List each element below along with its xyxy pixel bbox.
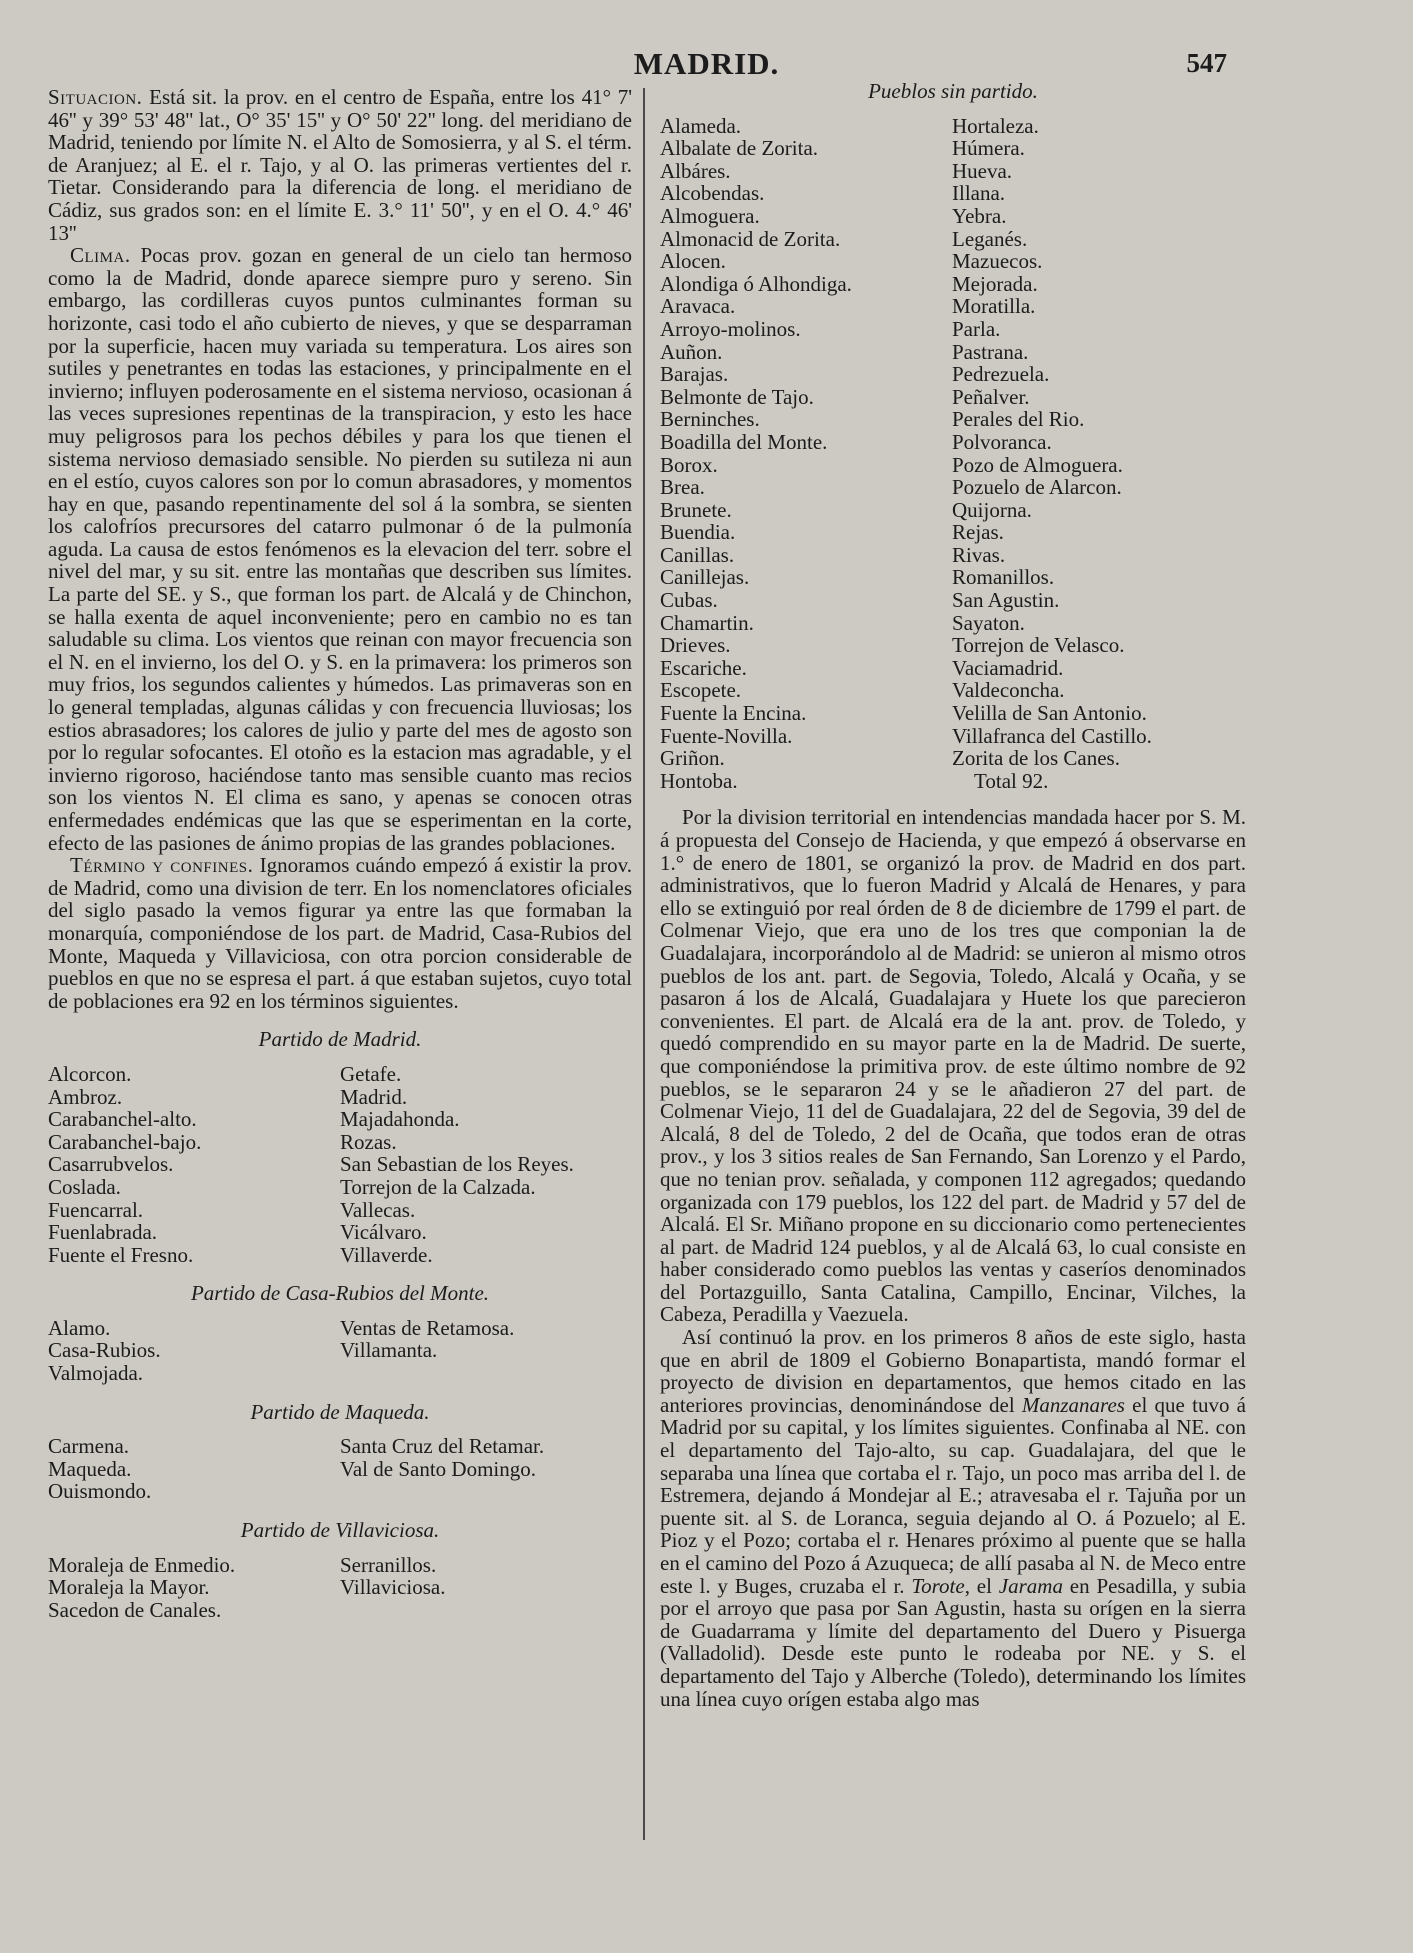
- pueblo-item: Moraleja de Enmedio.: [48, 1552, 236, 1577]
- situacion-label: Situacion.: [48, 85, 143, 109]
- torote-term: Torote: [911, 1573, 965, 1598]
- pueblo-item: Carabanchel-bajo.: [48, 1129, 202, 1154]
- pueblo-item: Alocen.: [660, 249, 726, 274]
- pueblo-item: Fuente-Novilla.: [660, 723, 793, 748]
- situacion-paragraph: [48, 86, 632, 244]
- pueblos-total: Total 92.: [974, 768, 1049, 793]
- pueblo-item: Buendia.: [660, 520, 736, 545]
- partido-column: [48, 1554, 340, 1622]
- partido-column: [48, 1317, 340, 1385]
- bonapartista-text-2: el que tuvo á Madrid por su capital, y los límites siguientes. Confinaba al NE. con el departamento del Tajo-alto, su cap. Guadalajara, del que le separaba una línea que cortaba el r. Tajo, un poco mas arriba del l. de Estremera, dejando á Mondejar al E.; atravesaba el r. Tajuña por un puente sit. al S. de Loranca, seguia dejando al O. á Pozuelo; al E. Pioz y el Pozo; cortaba el r. Henares próximo al puente que se halla en el camino del Pozo á Azuqueca; de allí pasaba al N. de Meco entre este l. y Buges, cruzaba el r.: [660, 1392, 1246, 1598]
- pueblo-item: Ventas de Retamosa.: [340, 1315, 515, 1340]
- pueblo-item: Alameda.: [660, 113, 742, 138]
- pueblo-item: Torrejon de la Calzada.: [340, 1174, 536, 1199]
- partido-list: [48, 1063, 632, 1266]
- pueblo-item: Arroyo-molinos.: [660, 316, 801, 341]
- pueblo-item: Leganés.: [952, 226, 1028, 251]
- pueblo-item: Pozuelo de Alarcon.: [952, 475, 1122, 500]
- partido-list: [48, 1554, 632, 1622]
- pueblo-item: Barajas.: [660, 362, 729, 387]
- pueblo-item: Coslada.: [48, 1174, 121, 1199]
- situacion-text: Está sit. la prov. en el centro de España, entre los 41° 7' 46'' y 39° 53' 48'' lat., O° 35' 15'' y O° 50' 22'' long. del meridiano de Madrid, teniendo por límite N. el Alto de Somosierra, y al S. el térm. de Aranjuez; al E. el r. Tajo, y al O. las primeras vertientes del r. Tietar. Considerando para la diferencia de long. el meridiano de Cádiz, sus grados son: en el límite E. 3.° 11' 50'', y en el O. 4.° 46' 13'': [48, 85, 632, 245]
- left-column: [48, 86, 632, 1621]
- pueblo-item: Fuenlabrada.: [48, 1220, 158, 1245]
- pueblo-item: Almonacid de Zorita.: [660, 226, 841, 251]
- partido-list: [48, 1435, 632, 1503]
- pueblo-item: Vaciamadrid.: [952, 655, 1064, 680]
- clima-paragraph: [48, 244, 632, 854]
- pueblo-item: Yebra.: [952, 203, 1007, 228]
- termino-paragraph: [48, 854, 632, 1012]
- pueblo-item: Santa Cruz del Retamar.: [340, 1434, 545, 1459]
- bonapartista-text-4: en Pesadilla, y subia por el arroyo que pasa por San Agustin, hasta su orígen en la sierra de Guadarrama y límite del departamento del Duero y Pisuerga (Valladolid). Desde este punto le rodeaba por NE. y S. el departamento del Tajo y Alberche (Toledo), determinando los límites una línea cuyo orígen estaba algo mas: [660, 1573, 1247, 1711]
- pueblo-item: Vicálvaro.: [340, 1220, 427, 1245]
- pueblo-item: Valdeconcha.: [952, 678, 1065, 703]
- pueblos-list-b: [952, 115, 1242, 793]
- pueblo-item: Hortaleza.: [952, 113, 1039, 138]
- pueblo-item: Húmera.: [952, 136, 1025, 161]
- pueblo-item: Chamartin.: [660, 610, 754, 635]
- right-column: [660, 79, 1247, 1711]
- pueblo-item: Moratilla.: [952, 294, 1036, 319]
- partido-heading: Partido de Maqueda.: [250, 1399, 430, 1424]
- termino-label: Término y confines.: [70, 853, 254, 878]
- pueblo-item: Alcobendas.: [660, 181, 765, 206]
- partido-column: [340, 1317, 632, 1385]
- pueblos-list-a: [660, 115, 952, 793]
- pueblo-item: San Agustin.: [952, 588, 1060, 613]
- partido-column: [340, 1435, 632, 1503]
- pueblo-item: Perales del Rio.: [952, 407, 1085, 432]
- pueblo-item: Illana.: [952, 181, 1006, 206]
- pueblo-item: Torrejon de Velasco.: [952, 633, 1125, 658]
- pueblo-item: Drieves.: [660, 633, 731, 658]
- bonapartista-text-3: , el: [964, 1573, 999, 1598]
- pueblo-item: Fuente la Encina.: [660, 701, 807, 726]
- pueblo-item: Alamo.: [48, 1315, 111, 1340]
- pueblo-item: Pedrezuela.: [952, 362, 1050, 387]
- pueblo-item: Pastrana.: [952, 339, 1029, 364]
- pueblo-item: Maqueda.: [48, 1456, 132, 1481]
- pueblo-item: Villaverde.: [340, 1242, 433, 1267]
- termino-text: Ignoramos cuándo empezó á existir la prov. de Madrid, como una division de terr. En los nomenclatores oficiales del siglo pasado la vemos figurar ya entre las que formaban la monarquía, componiéndose de los part. de Madrid, Casa-Rubios del Monte, Maqueda y Villaviciosa, con otra porcion considerable de pueblos en que no se espresa el part. á que estaban sujetos, cuyo total de poblaciones era 92 en los términos siguientes.: [48, 853, 632, 1013]
- pueblo-item: Almoguera.: [660, 203, 760, 228]
- column-divider: [643, 88, 645, 1840]
- partido-heading: Partido de Villaviciosa.: [240, 1518, 440, 1543]
- partido-column: [48, 1063, 340, 1266]
- partidos-section: [48, 1028, 632, 1621]
- pueblo-item: Escopete.: [660, 678, 742, 703]
- pueblo-item: Albalate de Zorita.: [660, 136, 819, 161]
- pueblo-item: Rozas.: [340, 1129, 397, 1154]
- clima-label: Clima.: [70, 243, 131, 268]
- pueblo-item: Parla.: [952, 316, 1001, 341]
- pueblo-item: Fuente el Fresno.: [48, 1242, 194, 1267]
- pueblo-item: Hontoba.: [660, 768, 738, 793]
- pueblo-item: Brea.: [660, 475, 705, 500]
- pueblo-item: Cubas.: [660, 588, 718, 613]
- pueblo-item: Escariche.: [660, 655, 747, 680]
- pueblo-item: Villaviciosa.: [340, 1575, 446, 1600]
- pueblo-item: Rejas.: [952, 520, 1004, 545]
- pueblo-item: Berninches.: [660, 407, 760, 432]
- pueblo-item: Canillas.: [660, 542, 735, 567]
- pueblo-item: Aravaca.: [660, 294, 736, 319]
- page-title: MADRID.: [633, 46, 780, 81]
- pueblo-item: Borox.: [660, 452, 718, 477]
- pueblo-item: Carabanchel-alto.: [48, 1107, 197, 1132]
- pueblo-item: Albáres.: [660, 158, 731, 183]
- pueblo-item: Zorita de los Canes.: [952, 746, 1120, 771]
- pueblo-item: San Sebastian de los Reyes.: [340, 1152, 574, 1177]
- pueblo-item: Villafranca del Castillo.: [952, 723, 1152, 748]
- bonapartista-text-1: Así continuó la prov. en los primeros 8 años de este siglo, hasta que en abril de 1809 el Gobierno Bonapartista, mandó formar el proyecto de division en departamentos, que hemos citado en las anteriores provincias, denominándose del: [660, 1325, 1246, 1417]
- pueblo-item: Villamanta.: [340, 1338, 438, 1363]
- pueblo-item: Romanillos.: [952, 565, 1055, 590]
- partido-column: [340, 1063, 632, 1266]
- manzanares-term: Manzanares: [1021, 1392, 1125, 1417]
- jarama-term: Jarama: [998, 1573, 1063, 1598]
- partido-heading: Partido de Casa-Rubios del Monte.: [190, 1281, 490, 1306]
- pueblo-item: Canillejas.: [660, 565, 750, 590]
- pueblo-item: Hueva.: [952, 158, 1013, 183]
- pueblo-item: Polvoranca.: [952, 429, 1052, 454]
- pueblo-item: Madrid.: [340, 1084, 408, 1109]
- partido-heading: Partido de Madrid.: [258, 1027, 422, 1052]
- pueblo-item: Peñalver.: [952, 384, 1030, 409]
- pueblo-item: Casarrubvelos.: [48, 1152, 174, 1177]
- pueblo-item: Carmena.: [48, 1434, 130, 1459]
- pueblo-item: Quijorna.: [952, 497, 1032, 522]
- pueblos-list: [660, 115, 1246, 793]
- pueblos-heading: Pueblos sin partido.: [868, 79, 1038, 103]
- pueblo-item: Mazuecos.: [952, 249, 1043, 274]
- pueblo-item: Vallecas.: [340, 1197, 416, 1222]
- pueblo-item: Boadilla del Monte.: [660, 429, 828, 454]
- pueblo-item: Sacedon de Canales.: [48, 1597, 222, 1622]
- page-number: 547: [1186, 48, 1227, 78]
- pueblo-item: Moraleja la Mayor.: [48, 1575, 210, 1600]
- pueblo-item: Pozo de Almoguera.: [952, 452, 1123, 477]
- pueblo-item: Alondiga ó Alhondiga.: [660, 271, 852, 296]
- pueblo-item: Val de Santo Domingo.: [340, 1456, 536, 1481]
- pueblo-item: Ambroz.: [48, 1084, 123, 1109]
- pueblo-item: Belmonte de Tajo.: [660, 384, 814, 409]
- pueblo-item: Griñon.: [660, 746, 725, 771]
- partido-column: [48, 1435, 340, 1503]
- pueblo-item: Getafe.: [340, 1061, 402, 1086]
- pueblo-item: Velilla de San Antonio.: [952, 701, 1147, 726]
- pueblo-item: Brunete.: [660, 497, 732, 522]
- pueblo-item: Rivas.: [952, 542, 1006, 567]
- pueblo-item: Valmojada.: [48, 1361, 144, 1386]
- pueblo-item: Alcorcon.: [48, 1061, 132, 1086]
- pueblo-item: Serranillos.: [340, 1552, 437, 1577]
- pueblo-item: Majadahonda.: [340, 1107, 460, 1132]
- division-paragraph: Por la division territorial en intendencias mandada hacer por S. M. á propuesta del Consejo de Hacienda, y que empezó á observarse en 1.° de enero de 1801, se organizó la prov. de Madrid en dos part. administrativos, que lo fueron Madrid y Alcalá de Henares, y para ello se extinguió por real órden de 8 de diciembre de 1799 el part. de Colmenar Viejo, que era uno de los tres que componian la de Guadalajara, incorporándolo al de Madrid: se unieron al mismo otros pueblos de los ant. part. de Segovia, Toledo, Alcalá y Ocaña, y se pasaron á los de Alcalá, Guadalajara y Huete los que parecieron convenientes. El part. de Alcalá era de la ant. prov. de Toledo, y quedó comprendido en su mayor parte en la de Madrid. De suerte, que componiéndose la primitiva prov. de este último nombre de 92 pueblos, se le separaron 24 y se le añadieron 27 del part. de Colmenar Viejo, 11 del de Guadalajara, 22 del de Segovia, 39 del de Alcalá, 8 del de Toledo, 2 del de Ocaña, que todos eran de otras prov., y los 3 sitios reales de San Fernando, San Lorenzo y el Pardo, que no tenian prov. señalada, y componen 112 agregados; quedando organizada con 179 pueblos, los 122 del part. de Madrid y 57 del de Alcalá. El Sr. Miñano propone en su diccionario como pertenecientes al part. de Madrid 124 pueblos, y al de Alcalá 63, lo cual consiste en haber considerado como pueblos las ventas y caseríos denominados del Portazguillo, Santa Catalina, Campillo, Encinar, Vilches, la Cabeza, Peradilla y Vaezuela.: [660, 805, 1246, 1327]
- pueblo-item: Auñon.: [660, 339, 723, 364]
- partido-list: [48, 1317, 632, 1385]
- bonapartista-paragraph: [660, 1326, 1246, 1710]
- clima-text: Pocas prov. gozan en general de un cielo tan hermoso como la de Madrid, donde aparece siempre puro y sereno. Sin embargo, las cordilleras cuyos puntos culminantes forman su horizonte, casi todo el año cubierto de nieves, y que se desparraman por la superficie, hacen muy variada su temperatura. Los aires son sutiles y penetrantes en todas las estaciones, y principalmente en el invierno; influyen poderosamente en el sistema nervioso, ocasionan á las veces supresiones repentinas de la transpiracion, y esto les hace muy peligrosos para los pechos débiles y para los que tienen el sistema nervioso demasiado sensible. No pierden su sutileza ni aun en el estío, cuyos calores son por lo comun abrasadores, y momentos hay en que, pasando repentinamente del sol á la sombra, se sienten los calofríos precursores del catarro pulmonar ó de la pulmonía aguda. La causa de estos fenómenos es la elevacion del terr. sobre el nivel del mar, y su sit. entre las montañas que describen sus límites. La parte del SE. y S., que forman los part. de Alcalá y de Chinchon, se halla exenta de aquel inconveniente; pero en cambio no es tan saludable su clima. Los vientos que reinan con mayor frecuencia son el N. en el invierno, los del O. y S. en la primavera: los primeros son muy frios, los segundos calientes y húmedos. Las primaveras son en lo general templadas, algunas cálidas y con frecuencia lluviosas; los estios abrasadores; los calores de julio y parte del mes de agosto son por lo regular sofocantes. El otoño es la estacion mas agradable, y el invierno rigoroso, haciéndose tanto mas sensible cuanto mas recios son los vientos N. El clima es sano, y apenas se conocen otras enfermedades endémicas que las que se esperimentan en la corte, efecto de las pasiones de ánimo propias de las grandes poblaciones.: [48, 243, 633, 855]
- pueblo-item: Casa-Rubios.: [48, 1338, 161, 1363]
- pueblo-item: Fuencarral.: [48, 1197, 144, 1222]
- pueblo-item: Sayaton.: [952, 610, 1025, 635]
- partido-column: [340, 1554, 632, 1622]
- pueblo-item: Ouismondo.: [48, 1479, 152, 1504]
- pueblo-item: Mejorada.: [952, 271, 1038, 296]
